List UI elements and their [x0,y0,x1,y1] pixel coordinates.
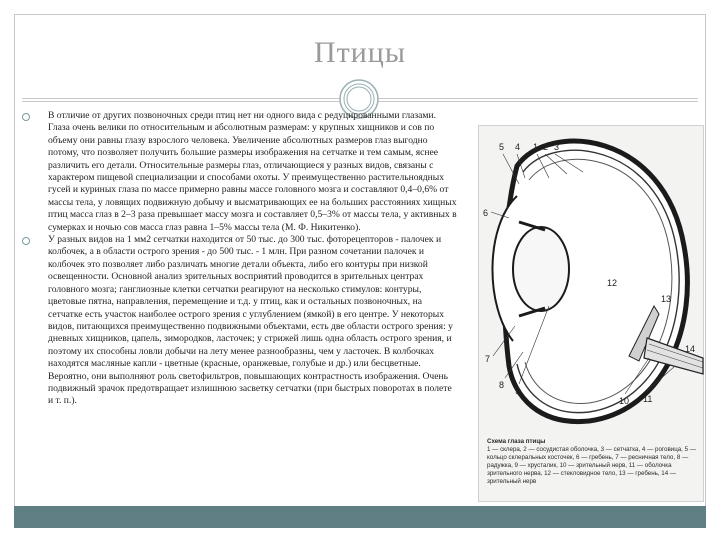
label-4: 4 [515,142,521,152]
bird-eye-diagram [478,125,704,502]
slide-body [48,110,458,408]
figure-caption-title: Схема глаза птицы [487,438,546,445]
label-5: 5 [499,142,505,152]
footer-band [14,506,706,528]
label-13: 13 [661,294,672,304]
eye-cross-section-illustration [479,126,705,436]
label-11: 11 [643,394,653,404]
figure-caption [487,438,697,486]
label-8: 8 [499,380,505,390]
lens [513,227,569,311]
paragraph-eye-size [48,110,458,234]
paragraph-retina [48,234,458,408]
bullet-icon [22,237,30,245]
paragraph-retina-text: У разных видов на 1 мм2 сетчатки находится от 50 тыс. до 300 тыс. фоторецепторов - палочек и колбочек, а в области острого зрения - до 500 тыс. - 1 млн. При разном сочетании палочек и колбочек это позволяет либо различать многие детали объекта, либо его контуры при низкой освещенности. Основной анализ зрительных восприятий проводится в зрительных центрах головного мозга; ганглиозные клетки сетчатки реагируют на несколько стимулов: контуры, цветовые пятна, направления, перемещение и т.д. у птиц, как и остальных позвоночных, на сетчатке есть участок наиболее острого зрения с углублением (ямкой) в его центре. У некоторых видов, питающихся преимущественно подвижными объектами, есть две области острого зрения: у дневных хищников, цапель, зимородков, ласточек; у стрижей лишь одна область острого зрения, и поэтому их способны ловли добычи на лету менее разнообразны, чем у ласточек. В колбочках находятся масляные капли - цветные (красные, оранжевые, голубые и др.) или бесцветные. Вероятно, они выполняют роль светофильтров, повышающих контрастность изображения. Очень подвижный зрачок предотвращает излишнюю засветку сетчатки (при быстрых поворотах в полете и т. п.). [48,234,453,407]
label-3: 3 [554,142,560,152]
label-12: 12 [607,278,618,288]
label-6: 6 [483,208,489,218]
bullet-icon [22,113,30,121]
label-2: 2 [543,142,549,152]
slide-title: Птицы [313,36,407,69]
figure-caption-text: 1 — склера, 2 — сосудистая оболочка, 3 — сетчатка, 4 — роговица, 5 — кольцо склеральных косточек, 6 — гребень, 7 — ресничная тело, 8 — радужка, 9 — хрусталик, 10 — зрительный нерв, 11 — оболочка зрительного нерва, 12 — стекловидное тело, 13 — гребень, 14 — зрительный нерв [487,446,696,485]
label-1: 1 [533,142,539,152]
label-14: 14 [685,344,696,354]
label-10: 10 [619,396,630,406]
label-9: 9 [515,386,521,396]
paragraph-eye-size-text: В отличие от других позвоночных среди птиц нет ни одного вида с редуцированными глазами. Глаза очень велики по относительным и абсолютным размерам: у крупных хищников и сов по объему они равны глазу взрослого человека. Увеличение абсолютных размеров глаз выгодно потому, что позволяет получить большие размеры изображения на сетчатке и тем самым, яснее различить его детали. Относительные размеры глаз, отличающиеся у разных видов, связаны с характером пищевой специализации и способами охоты. У преимущественно растительноядных гусей и куриных глаза по массе примерно равны массе головного мозга и составляют 0,4–0,6% от массы тела, у ловящих подвижную добычу и высматривающих ее на больших расстояниях хищных птиц масса глаз в 2–3 раза превышает массу мозга и составляет 0,5–3% от массы тела, у активных в сумерках и ночью сов масса глаз равна 1–5% массы тела (М. Ф. Никитенко). [48,110,457,233]
label-7: 7 [485,354,491,364]
